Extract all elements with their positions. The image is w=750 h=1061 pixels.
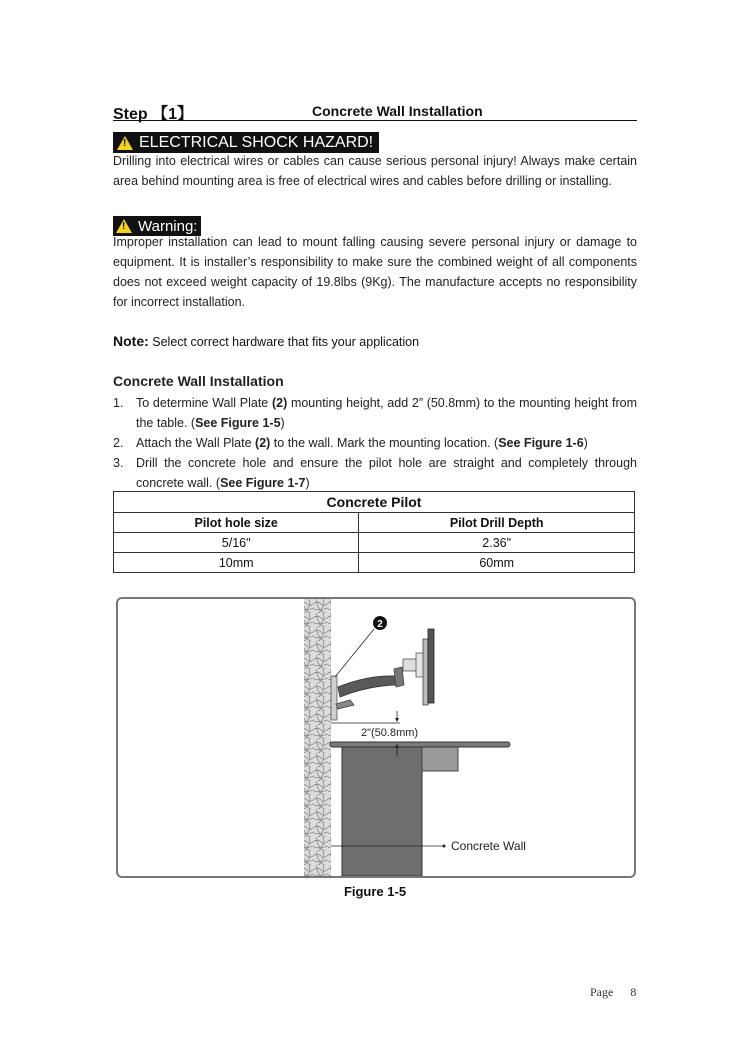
step-text: Drill the concrete hole and ensure the pilot hole are straight and completely through concrete wall. ( [136,456,637,490]
table-header: Pilot hole size [114,513,359,533]
step-title: Concrete Wall Installation [312,103,483,119]
table-cell: 60mm [359,553,635,573]
wall-mount-diagram [118,599,634,876]
table-cell: 5/16" [114,533,359,553]
part-ref: (2) [255,436,271,450]
step-number: 3. [113,456,124,470]
table-header: Pilot Drill Depth [359,513,635,533]
figure-1-5 [116,597,636,878]
electrical-hazard-banner [113,132,379,153]
step-number: 1. [113,396,124,410]
wall-texture [304,599,331,876]
figure-caption: Figure 1-5 [343,884,407,899]
note [113,333,419,349]
note-text: Select correct hardware that fits your application [152,335,420,349]
note-label: Note: [113,333,149,349]
table-row [114,553,635,573]
step-text: ) [280,416,285,430]
svg-text:Concrete Wall: Concrete Wall [451,839,526,853]
warning-text: Improper installation can lead to mount falling causing severe personal injury or damage to equipment. It is installer’s responsibility to make sure the combined weight of all components does not exceed weight capacity of 19.8lbs (9Kg). The manufacture accepts no responsibility for incorrect installation. [113,235,637,309]
concrete-pilot-table [113,491,635,573]
step-text: To determine Wall Plate [136,396,272,410]
instruction-step [113,433,637,453]
page-label: Page [590,985,614,999]
table-cell: 2.36" [359,533,635,553]
step-text: to the wall. Mark the mounting location. ( [270,436,499,450]
svg-text:2: 2 [377,619,383,630]
step-text: mounting height, add 2” (50.8mm) to the mounting height from the table. ( [136,396,637,430]
step-header [113,100,637,121]
section-title: Concrete Wall Installation [113,373,284,389]
page-number: 8 [630,985,637,999]
step-text: ) [305,476,310,490]
hazard-text: Drilling into electrical wires or cables can cause serious personal injury! Always make certain area behind mounting area is free of electrical wires and cables before drilling or installing. [113,154,637,188]
page-footer [590,985,636,1000]
figure-ref: See Figure 1-5 [195,416,281,430]
hazard-banner-text: ELECTRICAL SHOCK HAZARD! [139,133,374,151]
warning-banner-text: Warning: [138,217,198,235]
step-text: Attach the Wall Plate [136,436,256,450]
table-cell: 10mm [114,553,359,573]
step-number: 2. [113,436,124,450]
svg-text:2"(50.8mm): 2"(50.8mm) [361,727,419,739]
instruction-list [113,393,637,493]
step-label: Step 【1】 [113,106,194,123]
table-title: Concrete Pilot [114,492,635,513]
instruction-step [113,453,637,493]
part-ref: (2) [271,396,288,410]
figure-ref: See Figure 1-6 [498,436,584,450]
warning-triangle-icon [116,219,132,233]
table-row [114,533,635,553]
figure-ref: See Figure 1-7 [220,476,306,490]
step-text: ) [583,436,588,450]
warning-triangle-icon [117,136,133,150]
instruction-step [113,393,637,433]
